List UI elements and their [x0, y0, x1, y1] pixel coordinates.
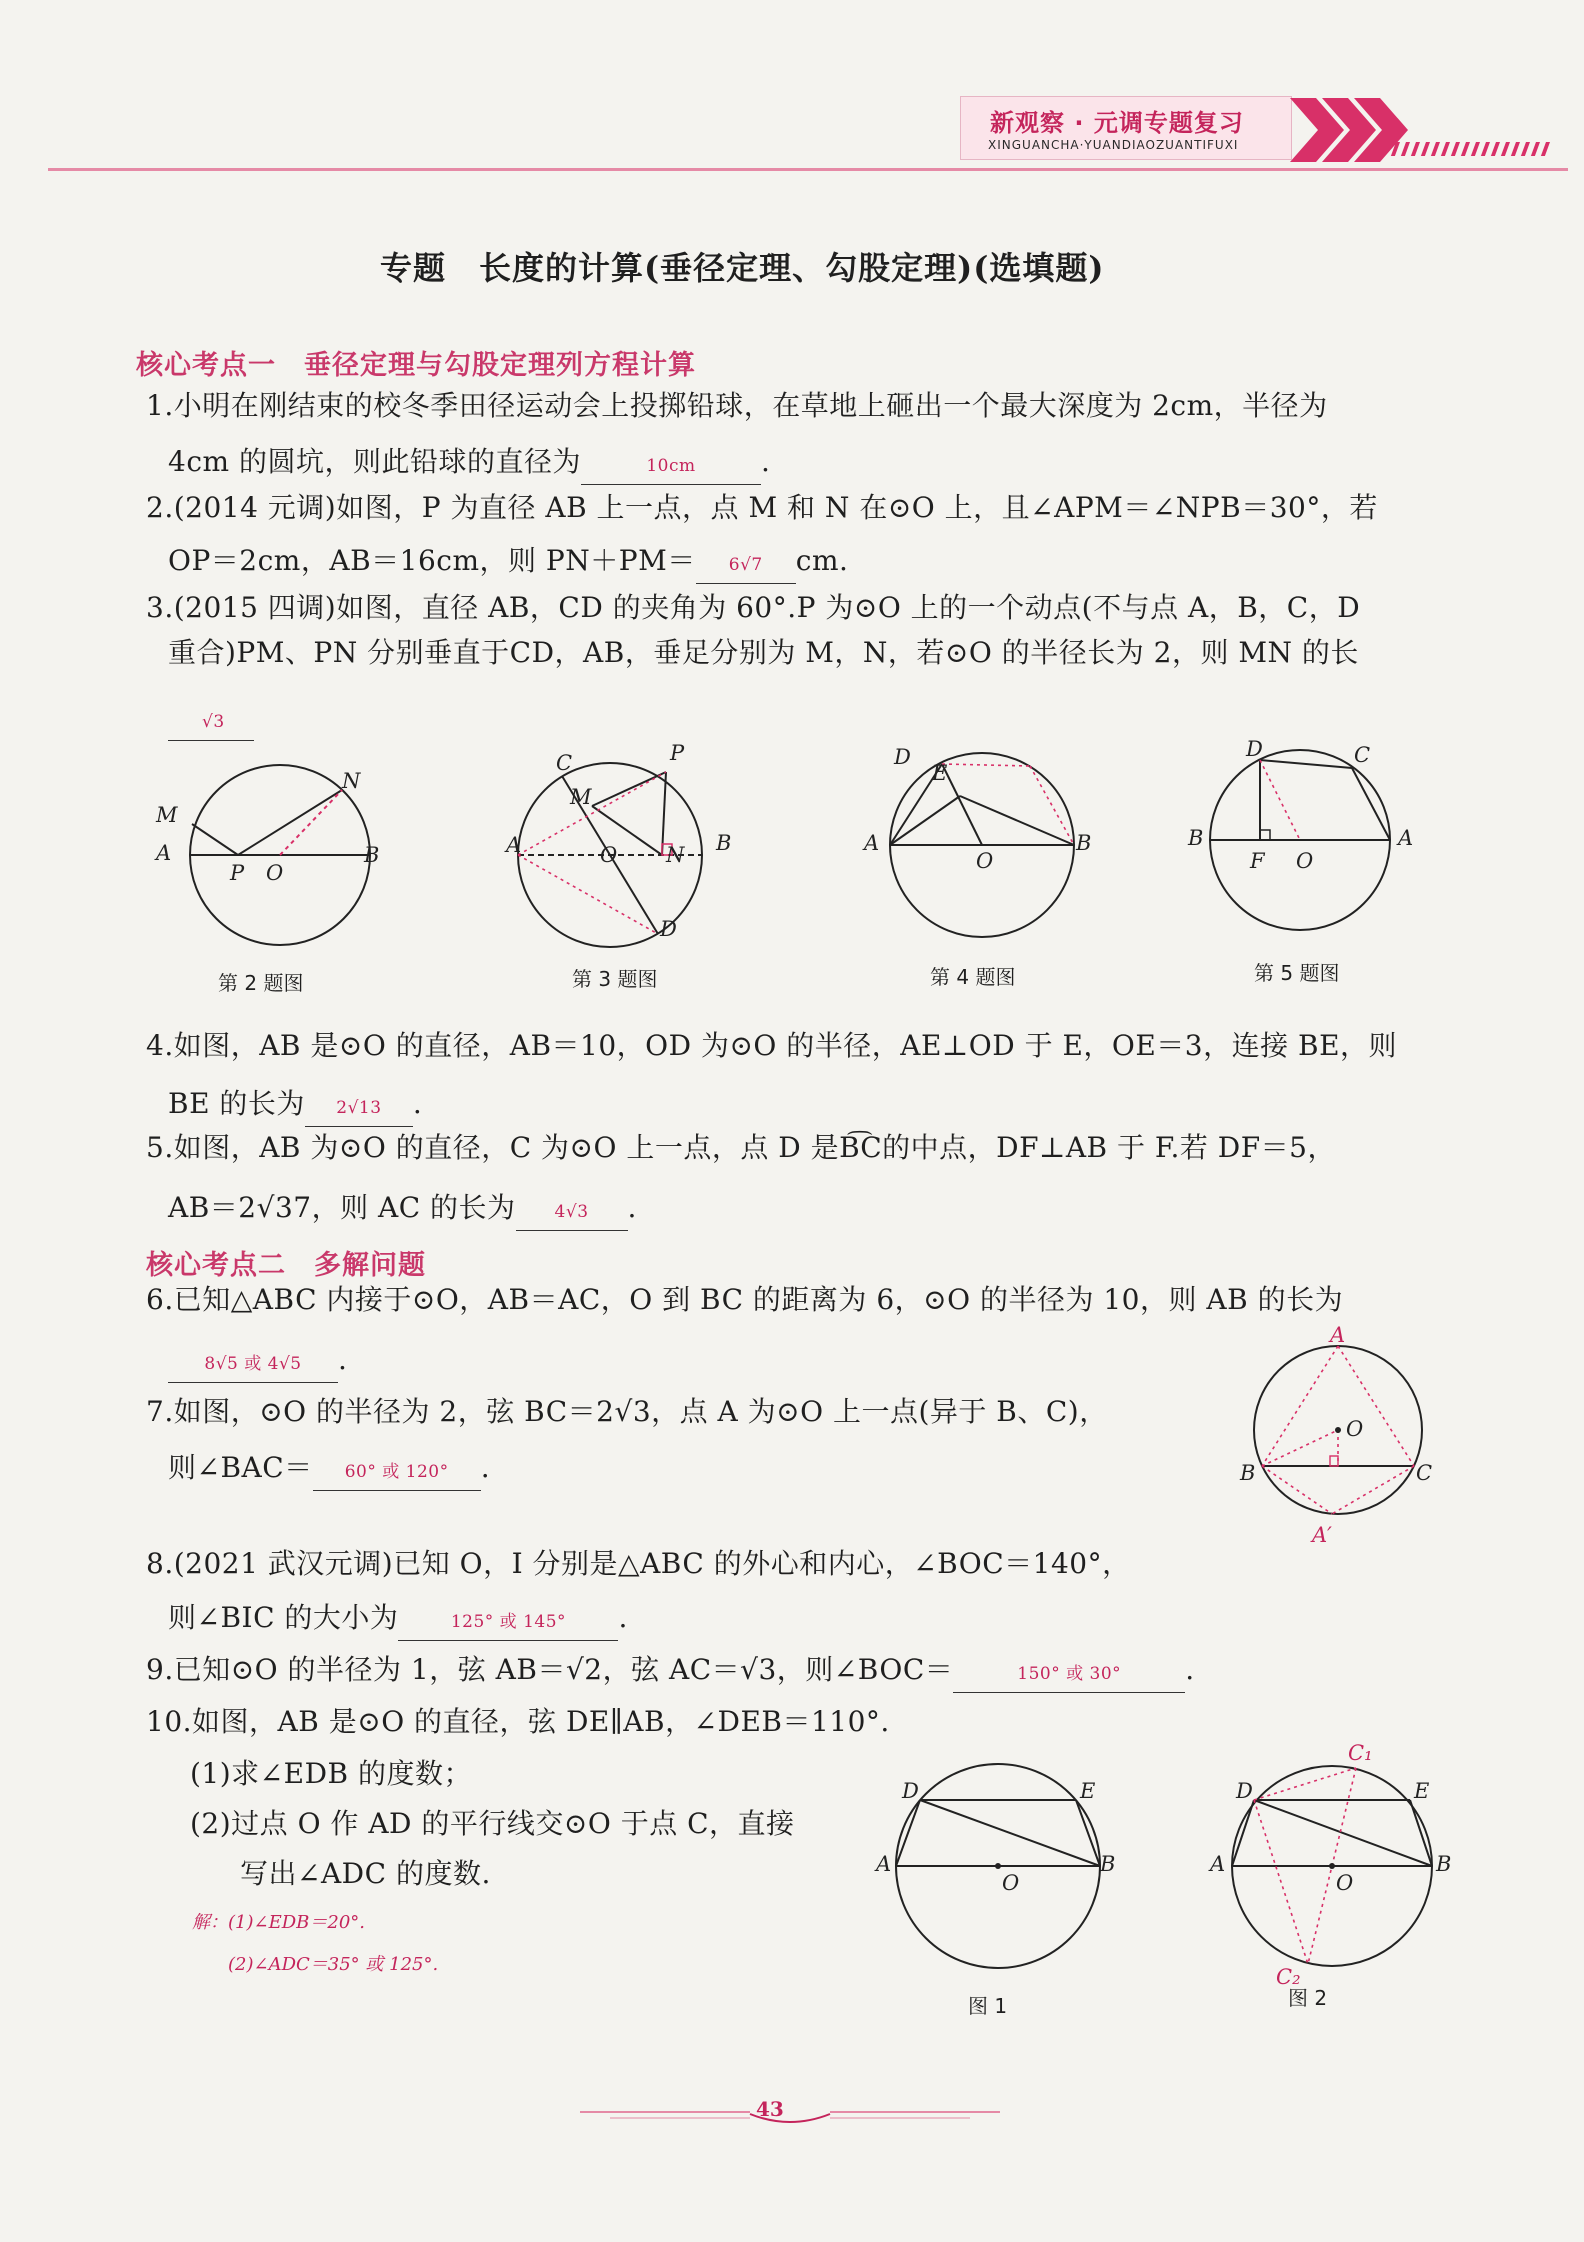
svg-text:P: P	[230, 861, 245, 885]
svg-text:D: D	[660, 917, 677, 941]
figure-caption-q4: 第 4 题图	[930, 965, 1016, 989]
svg-text:C: C	[1416, 1461, 1433, 1485]
q6-answer: 8√5 或 4√5	[204, 1354, 302, 1374]
q2-line2	[168, 543, 848, 584]
svg-text:O: O	[1336, 1871, 1354, 1895]
q10-text: 10.如图，AB 是⊙O 的直径，弦 DE∥AB，∠DEB＝110°.	[146, 1705, 890, 1738]
svg-text:C: C	[1354, 743, 1371, 767]
q1-line2	[168, 444, 770, 485]
svg-text:D: D	[902, 1779, 919, 1803]
header-title: 新观察 · 元调专题复习	[990, 109, 1244, 137]
q6-line2	[168, 1342, 347, 1383]
section-heading-1: 核心考点一 垂径定理与勾股定理列方程计算	[136, 350, 696, 381]
q2-answer-blank	[696, 543, 796, 584]
q1-answer-blank	[581, 444, 761, 485]
svg-text:B: B	[716, 831, 732, 855]
q4-prompt: BE 的长为	[168, 1087, 305, 1120]
q9-answer: 150° 或 30°	[1017, 1664, 1122, 1684]
q9-prompt: 9.已知⊙O 的半径为 1，弦 AB＝√2，弦 AC＝√3，则∠BOC＝	[146, 1653, 954, 1686]
q9-line	[146, 1652, 1195, 1693]
svg-text:A: A	[864, 831, 880, 855]
svg-text:P: P	[670, 741, 685, 765]
q4-answer: 2√13	[336, 1098, 382, 1118]
svg-text:O: O	[1002, 1871, 1020, 1895]
q3-line2: 重合)PM、PN 分别垂直于CD，AB，垂足分别为 M，N，若⊙O 的半径长为 2，则 MN 的长	[168, 636, 1359, 669]
svg-text:A: A	[506, 833, 522, 857]
q8-text: 8.(2021 武汉元调)已知 O，I 分别是△ABC 的外心和内心，∠BOC＝140°，	[146, 1547, 1131, 1580]
q4-text: 4.如图，AB 是⊙O 的直径，AB＝10，OD 为⊙O 的半径，AE⊥OD 于 E，OE＝3，连接 BE，则	[146, 1029, 1398, 1062]
q8-suffix: .	[618, 1601, 628, 1634]
q9-suffix: .	[1185, 1653, 1195, 1686]
q8-prompt: 则∠BIC 的大小为	[168, 1601, 399, 1634]
q2-prompt: OP＝2cm，AB＝16cm，则 PN＋PM＝	[168, 544, 696, 577]
q10-part1: (1)求∠EDB 的度数；	[190, 1757, 472, 1790]
q5-line2	[168, 1190, 637, 1231]
q6-answer-blank	[168, 1342, 338, 1383]
svg-text:M: M	[570, 785, 592, 809]
page-number: 43	[756, 2097, 784, 2121]
q10-part2a: (2)过点 O 作 AD 的平行线交⊙O 于点 C，直接	[190, 1807, 795, 1840]
svg-text:A: A	[156, 841, 172, 865]
svg-text:E: E	[1414, 1779, 1430, 1803]
figure-caption-q2: 第 2 题图	[218, 971, 304, 995]
svg-text:O: O	[600, 843, 618, 867]
q10-part2b: 写出∠ADC 的度数.	[240, 1857, 491, 1890]
q2-answer: 6√7	[728, 555, 763, 575]
svg-text:A: A	[876, 1852, 892, 1876]
q8-answer: 125° 或 145°	[450, 1612, 567, 1632]
figure-caption-q10-1: 图 1	[968, 1994, 1008, 2018]
figure-q7	[1220, 1320, 1440, 1550]
figure-q2	[154, 765, 379, 945]
q1-text: 1.小明在刚结束的校冬季田径运动会上投掷铅球，在草地上砸出一个最大深度为 2cm，半径为	[146, 389, 1328, 422]
q7-text: 7.如图，⊙O 的半径为 2，弦 BC＝2√3，点 A 为⊙O 上一点(异于 B、C)，	[146, 1395, 1108, 1428]
q8-answer-blank	[398, 1600, 618, 1641]
svg-text:B: B	[1100, 1852, 1116, 1876]
q7-suffix: .	[480, 1451, 491, 1484]
page-number-ornament	[570, 2100, 1010, 2130]
svg-text:A: A	[1330, 1323, 1346, 1347]
q5-answer-blank	[516, 1190, 628, 1231]
q7-answer-blank	[313, 1450, 481, 1491]
q5-suffix: .	[627, 1191, 637, 1224]
svg-text:B: B	[1240, 1461, 1256, 1485]
q6-text: 6.已知△ABC 内接于⊙O，AB＝AC，O 到 BC 的距离为 6，⊙O 的半径为 10，则 AB 的长为	[146, 1283, 1344, 1316]
q4-answer-blank	[305, 1086, 413, 1127]
q10-solution-2: (2)∠ADC＝35° 或 125°.	[228, 1954, 439, 1975]
q1-answer: 10cm	[646, 456, 696, 476]
q5-prompt: AB＝2√37，则 AC 的长为	[168, 1191, 516, 1224]
chevron-decoration-icon	[1290, 98, 1580, 162]
svg-text:D: D	[1246, 737, 1263, 761]
svg-text:O: O	[1296, 849, 1314, 873]
svg-text:M: M	[156, 803, 178, 827]
svg-text:C₁: C₁	[1348, 1741, 1373, 1765]
q4-suffix: .	[412, 1087, 423, 1120]
svg-text:B: B	[1436, 1852, 1452, 1876]
figure-q5	[1187, 737, 1413, 930]
q8-line2	[168, 1600, 628, 1641]
figure-q10-1	[874, 1764, 1115, 1968]
svg-text:O: O	[976, 849, 994, 873]
figure-q4	[862, 745, 1091, 937]
svg-text:O: O	[1346, 1417, 1364, 1441]
figure-caption-q10-2: 图 2	[1288, 1986, 1328, 2010]
q7-prompt: 则∠BAC＝	[168, 1451, 313, 1484]
q9-answer-blank	[953, 1652, 1185, 1693]
q3-answer-blank	[168, 700, 254, 741]
svg-text:C: C	[556, 751, 573, 775]
svg-text:C₂: C₂	[1276, 1965, 1301, 1989]
q10-figures	[876, 1730, 1452, 1990]
q7-line2	[168, 1450, 490, 1491]
q10-solution-1: 解：(1)∠EDB＝20°.	[192, 1912, 366, 1933]
q7-answer: 60° 或 120°	[344, 1462, 449, 1482]
figure-caption-q3: 第 3 题图	[572, 967, 658, 991]
q2-text: 2.(2014 元调)如图，P 为直径 AB 上一点，点 M 和 N 在⊙O 上，且∠APM＝∠NPB＝30°，若	[146, 491, 1378, 524]
q1-prompt: 4cm 的圆坑，则此铅球的直径为	[168, 445, 581, 478]
q4-line2	[168, 1086, 422, 1127]
figure-q10-2	[1208, 1741, 1451, 1989]
svg-text:E: E	[1080, 1779, 1096, 1803]
svg-text:A′: A′	[1312, 1523, 1332, 1547]
q6-suffix: .	[338, 1343, 348, 1376]
figure-q3	[504, 741, 731, 947]
svg-text:D: D	[1236, 1779, 1253, 1803]
q5-text: 5.如图，AB 为⊙O 的直径，C 为⊙O 上一点，点 D 是B͡C的中点，DF⊥AB 于 F.若 DF＝5，	[146, 1131, 1336, 1164]
svg-text:D: D	[894, 745, 911, 769]
q5-answer: 4√3	[554, 1202, 589, 1222]
figure-caption-q5: 第 5 题图	[1254, 961, 1340, 985]
svg-text:N: N	[666, 843, 685, 867]
svg-text:B: B	[364, 843, 380, 867]
header-rule	[48, 168, 1568, 171]
q3-answer: √3	[202, 712, 225, 732]
svg-text:O: O	[266, 861, 284, 885]
svg-text:N: N	[342, 769, 361, 793]
svg-text:F: F	[1250, 849, 1265, 873]
svg-text:E: E	[932, 761, 948, 785]
header-subtitle: XINGUANCHA·YUANDIAOZUANTIFUXI	[988, 138, 1239, 152]
topic-title: 专题 长度的计算(垂径定理、勾股定理)(选填题)	[380, 249, 1105, 287]
q3-line3	[168, 700, 254, 741]
q3-text: 3.(2015 四调)如图，直径 AB，CD 的夹角为 60°.P 为⊙O 上的一个动点(不与点 A，B，C，D	[146, 591, 1361, 624]
figures-row	[130, 737, 1430, 1000]
svg-text:A: A	[1210, 1852, 1226, 1876]
section-heading-2: 核心考点二 多解问题	[146, 1250, 426, 1281]
svg-text:B: B	[1076, 831, 1092, 855]
svg-text:B: B	[1188, 826, 1204, 850]
svg-text:A: A	[1398, 826, 1414, 850]
q1-suffix: .	[760, 445, 771, 478]
q2-suffix: cm.	[795, 544, 849, 577]
